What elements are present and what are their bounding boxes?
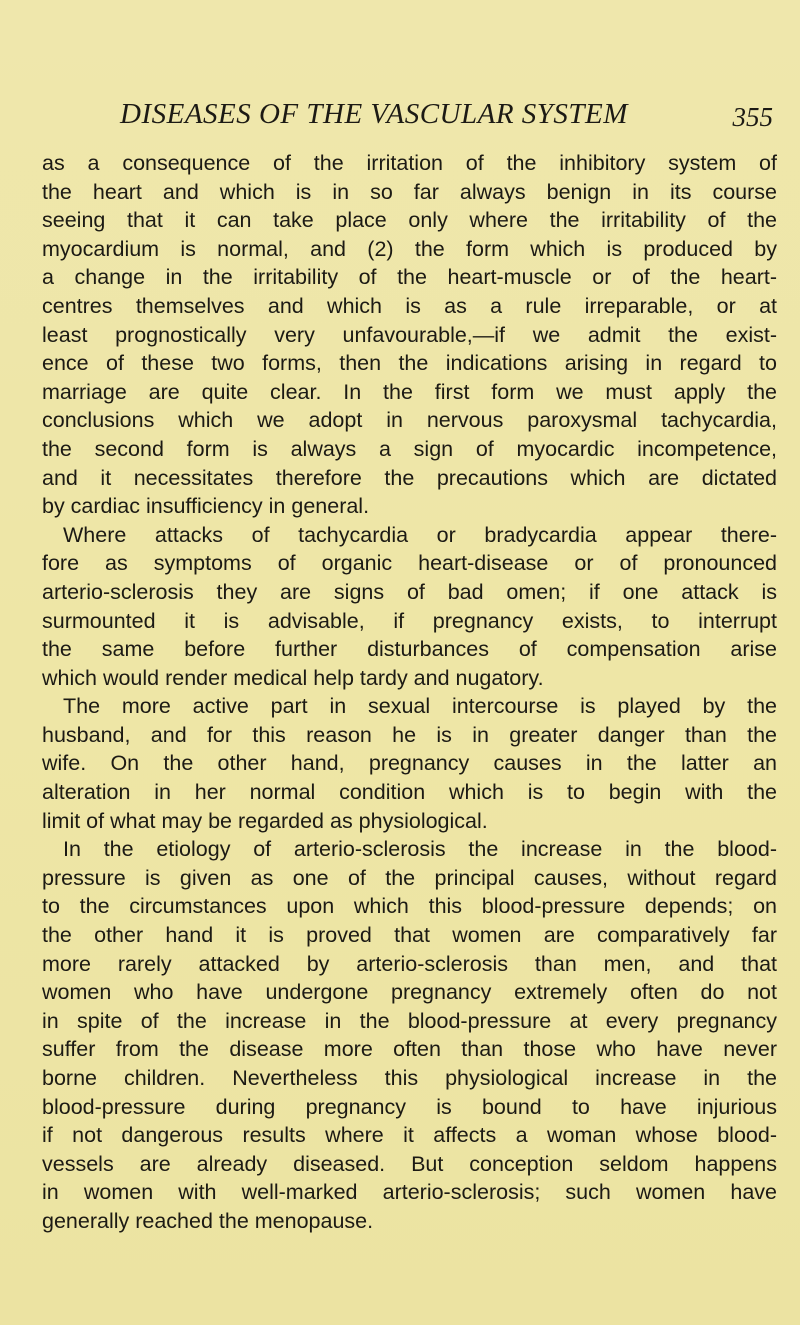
paragraph-start-line: Where attacks of tachycardia or bradycardia appear there-: [63, 522, 777, 547]
text-line: centres themselves and which is as a rule irreparable, or at: [42, 293, 777, 318]
paragraph-end-line: limit of what may be regarded as physiological.: [42, 808, 488, 833]
text-line: alteration in her normal condition which is to begin with the: [42, 780, 777, 805]
paragraph-end-line: which would render medical help tardy and nugatory.: [42, 665, 544, 690]
text-line: a change in the irritability of the heart-muscle or of the heart-: [42, 265, 777, 290]
text-line: vessels are already diseased. But conception seldom happens: [42, 1151, 777, 1176]
text-line: fore as symptoms of organic heart-disease or of pronounced: [42, 551, 777, 576]
text-line: the other hand it is proved that women are comparatively far: [42, 923, 777, 948]
text-line: and it necessitates therefore the precautions which are dictated: [42, 465, 777, 490]
text-line: blood-pressure during pregnancy is bound to have injurious: [42, 1094, 777, 1119]
text-line: arterio-sclerosis they are signs of bad omen; if one attack is: [42, 579, 777, 604]
text-line: in women with well-marked arterio-sclerosis; such women have: [42, 1180, 777, 1205]
page-number: 355: [732, 102, 773, 132]
text-line: more rarely attacked by arterio-sclerosis than men, and that: [42, 951, 777, 976]
text-line: as a consequence of the irritation of the inhibitory system of: [42, 151, 777, 175]
text-line: wife. On the other hand, pregnancy causes in the latter an: [42, 751, 777, 776]
paragraph-end-line: by cardiac insufficiency in general.: [42, 494, 370, 519]
paragraph-start-line: The more active part in sexual intercourse is played by the: [63, 694, 777, 719]
text-line: husband, and for this reason he is in greater danger than the: [42, 722, 777, 747]
text-line: marriage are quite clear. In the first form we must apply the: [42, 379, 777, 404]
paragraph-end-line: generally reached the menopause.: [42, 1208, 374, 1233]
text-line: the second form is always a sign of myocardic incompetence,: [42, 436, 777, 461]
text-line: the same before further disturbances of compensation arise: [42, 637, 777, 662]
text-line: least prognostically very unfavourable,—if we admit the exist-: [42, 322, 777, 347]
text-line: if not dangerous results where it affects a woman whose blood-: [42, 1123, 777, 1148]
running-head: [42, 96, 777, 140]
text-line: ence of these two forms, then the indications arising in regard to: [42, 351, 777, 376]
paragraph-start-line: In the etiology of arterio-sclerosis the increase in the blood-: [63, 837, 777, 862]
running-title: DISEASES OF THE VASCULAR SYSTEM: [120, 98, 628, 130]
text-line: women who have undergone pregnancy extremely often do not: [42, 980, 777, 1005]
text-line: pressure is given as one of the principal causes, without regard: [42, 865, 777, 890]
text-line: surmounted it is advisable, if pregnancy exists, to interrupt: [42, 608, 777, 633]
text-line: in spite of the increase in the blood-pressure at every pregnancy: [42, 1008, 777, 1033]
text-line: to the circumstances upon which this blood-pressure depends; on: [42, 894, 777, 919]
body-text: [42, 149, 777, 1236]
text-line: myocardium is normal, and (2) the form which is produced by: [42, 236, 777, 261]
text-line: conclusions which we adopt in nervous paroxysmal tachycardia,: [42, 408, 777, 433]
text-line: borne children. Nevertheless this physiological increase in the: [42, 1066, 777, 1090]
text-line: suffer from the disease more often than those who have never: [42, 1037, 777, 1062]
text-line: seeing that it can take place only where the irritability of the: [42, 208, 777, 233]
text-line: the heart and which is in so far always benign in its course: [42, 179, 777, 204]
